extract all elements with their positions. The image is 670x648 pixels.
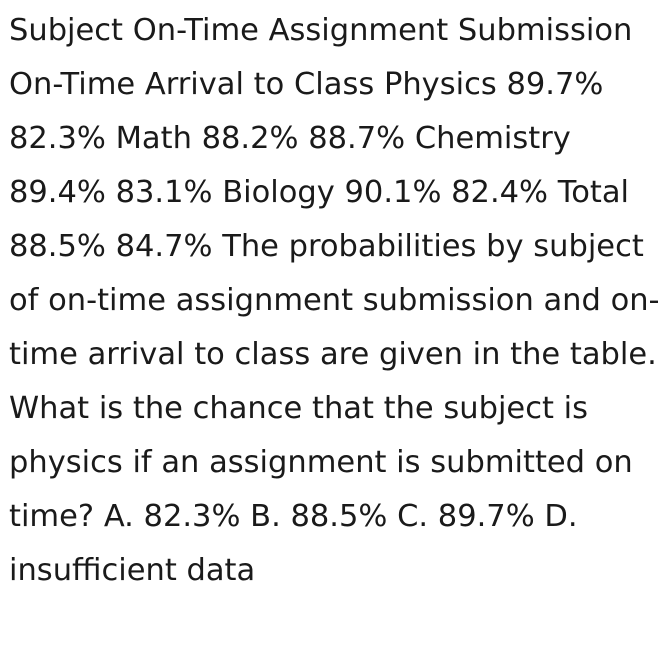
header-on-time-assignment-submission: On-Time Assignment Submission xyxy=(132,13,633,48)
option-d-text: insufficient data xyxy=(9,553,256,588)
header-on-time-arrival: On-Time Arrival to Class xyxy=(9,67,375,102)
row-chemistry-arrival: 83.1% xyxy=(115,175,213,210)
option-b-letter: B. xyxy=(250,499,281,534)
option-d-letter: D. xyxy=(544,499,578,534)
row-physics-arrival: 82.3% xyxy=(9,121,106,156)
option-a-text: 82.3% xyxy=(143,499,241,534)
option-c-text: 89.7% xyxy=(437,499,535,534)
row-physics-submission: 89.7% xyxy=(506,67,604,102)
option-c-letter: C. xyxy=(397,499,429,534)
header-subject: Subject xyxy=(9,13,124,48)
problem-text xyxy=(9,4,662,598)
row-total-submission: 88.5% xyxy=(9,229,106,264)
row-biology-arrival: 82.4% xyxy=(451,175,549,210)
row-biology-submission: 90.1% xyxy=(344,175,442,210)
row-chemistry-submission: 89.4% xyxy=(9,175,106,210)
row-biology-subject: Biology xyxy=(222,175,335,210)
option-a-letter: A. xyxy=(103,499,134,534)
option-b-text: 88.5% xyxy=(290,499,388,534)
row-math-arrival: 88.7% xyxy=(308,121,406,156)
row-total-subject: Total xyxy=(557,175,629,210)
row-physics-subject: Physics xyxy=(383,67,497,102)
row-total-arrival: 84.7% xyxy=(115,229,213,264)
row-chemistry-subject: Chemistry xyxy=(414,121,571,156)
row-math-submission: 88.2% xyxy=(201,121,299,156)
question-text: The probabilities by subject of on-time assignment submission and on-time arrival to class are given in the table. What is the chance that the subject is physics if an assignment is submitted on time? xyxy=(9,229,660,534)
row-math-subject: Math xyxy=(115,121,192,156)
